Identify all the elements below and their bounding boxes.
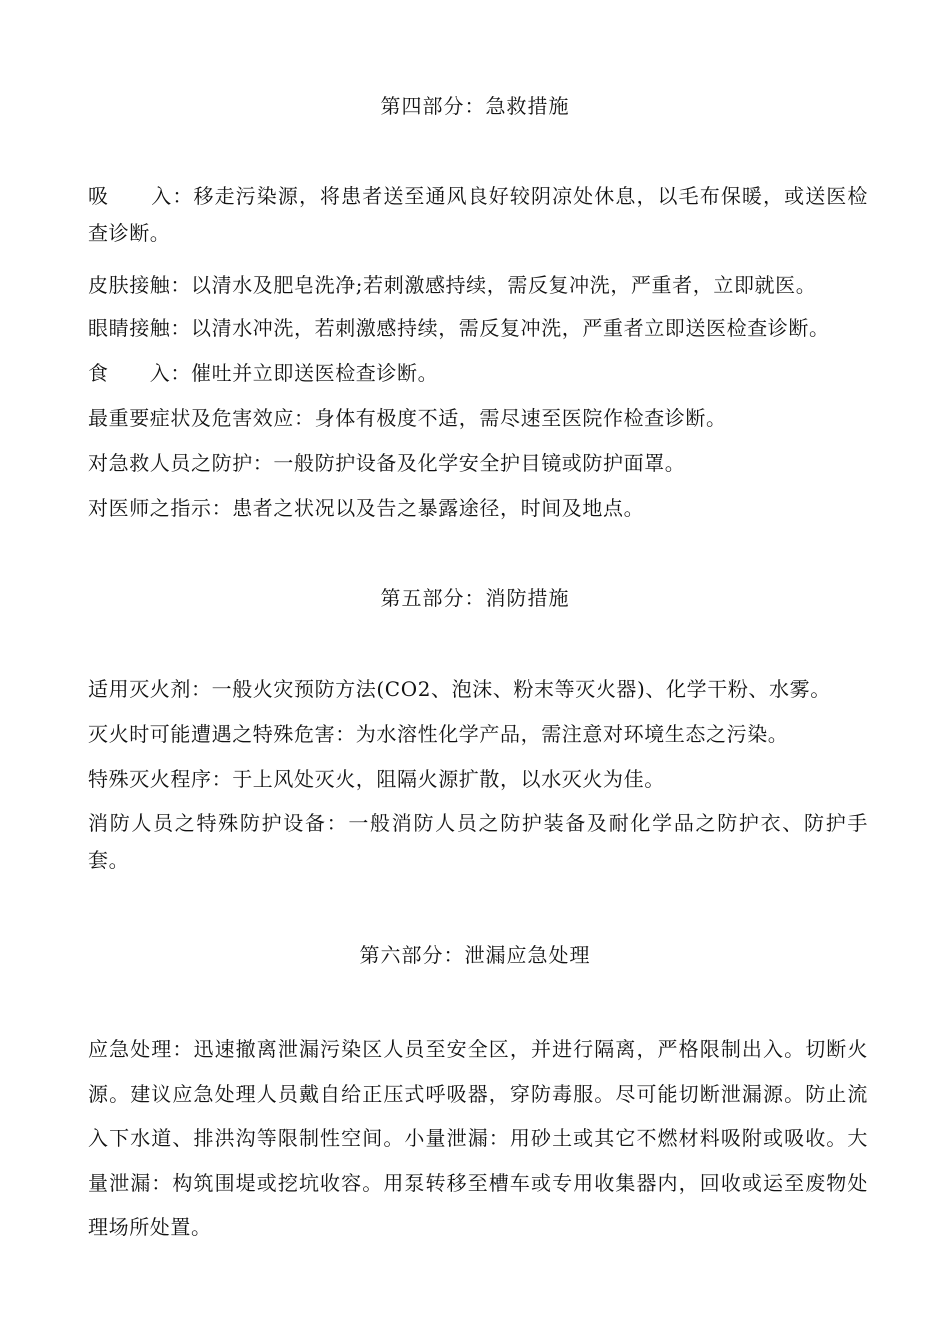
firefighting-procedures: 特殊灭火程序：于上风处灭火，阻隔火源扩散，以水灭火为佳。 xyxy=(88,767,665,791)
firefighting-extinguishing-media: 适用灭火剂：一般火灾预防方法(CO2、泡沫、粉末等灭火器)、化学干粉、水雾。 xyxy=(88,677,831,701)
first-aid-skin-contact: 皮肤接触：以清水及肥皂洗净;若刺激感持续，需反复冲洗，严重者，立即就医。 xyxy=(88,273,817,297)
firefighting-special-hazards: 灭火时可能遭遇之特殊危害：为水溶性化学产品，需注意对环境生态之污染。 xyxy=(88,722,789,746)
spill-emergency-procedure: 应急处理：迅速撤离泄漏污染区人员至安全区，并进行隔离，严格限制出入。切断火源。建议应急处理人员戴自给正压式呼吸器，穿防毒服。尽可能切断泄漏源。防止流入下水道、排洪沟等限制性空间。小量泄漏：用砂土或其它不燃材料吸附或吸收。大量泄漏：构筑围堤或挖坑收容。用泵转移至槽车或专用收集器内，回收或运至废物处理场所处置。 xyxy=(88,1037,868,1239)
first-aid-symptoms: 最重要症状及危害效应：身体有极度不适，需尽速至医院作检查诊断。 xyxy=(88,406,727,430)
first-aid-rescuer-protection: 对急救人员之防护：一般防护设备及化学安全护目镜或防护面罩。 xyxy=(88,451,686,475)
first-aid-inhalation: 吸 入：移走污染源，将患者送至通风良好较阴凉处休息，以毛布保暖，或送医检查诊断。 xyxy=(88,184,868,245)
section-heading-firefighting: 第五部分：消防措施 xyxy=(380,586,570,610)
first-aid-physician-notes: 对医师之指示：患者之状况以及告之暴露途径，时间及地点。 xyxy=(88,496,645,520)
section-heading-first-aid: 第四部分：急救措施 xyxy=(380,94,570,118)
first-aid-eye-contact: 眼睛接触：以清水冲洗，若刺激感持续，需反复冲洗，严重者立即送医检查诊断。 xyxy=(88,316,830,340)
section-heading-spill-response: 第六部分：泄漏应急处理 xyxy=(359,943,591,967)
first-aid-ingestion: 食 入：催吐并立即送医检查诊断。 xyxy=(88,361,439,385)
firefighting-protective-equipment: 消防人员之特殊防护设备：一般消防人员之防护装备及耐化学品之防护衣、防护手套。 xyxy=(88,811,868,872)
